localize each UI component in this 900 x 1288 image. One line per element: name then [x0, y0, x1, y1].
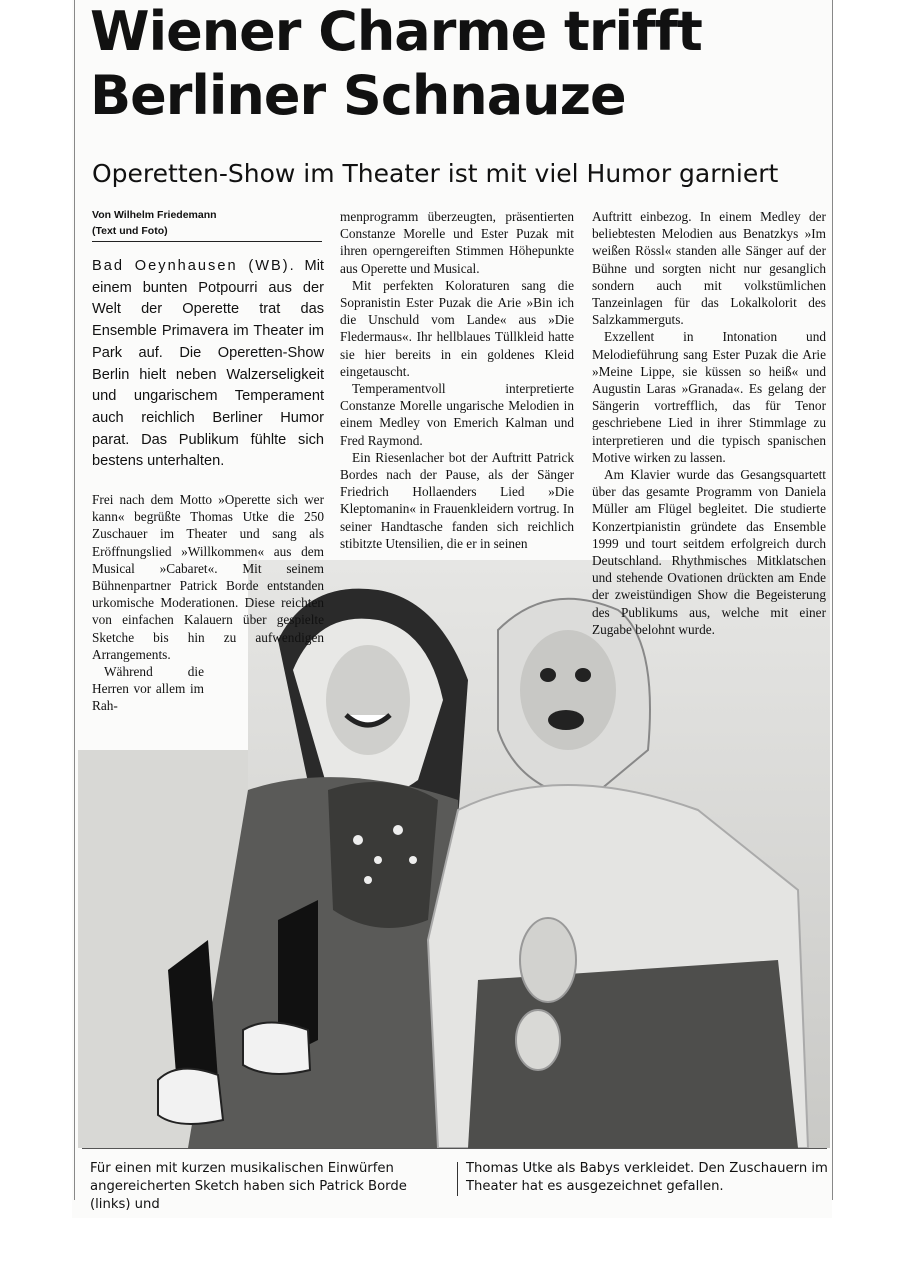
intro-text: Mit einem bunten Potpourri aus der Welt der Operette trat das Ensemble Primavera im Theater im Park auf. Die Operetten-Show Berlin hielt neben Walzerseligkeit und ungarischem Temperament auch reichlich Berliner Humor parat. Das Publikum fühlte sich bestens unterhalten. [92, 258, 324, 470]
column-2-paragraph-1: menprogramm überzeugten, präsentierten Constanze Morelle und Ester Puzak mit ihren operngereiften Stimmen Höhepunkte aus Operette und Musical. [340, 209, 574, 276]
headline-line-1: Wiener Charme trifft [90, 0, 702, 63]
photo-caption-left: Für einen mit kurzen musikalischen Einwürfen angereicherten Sketch haben sich Patrick Borde (links) und [90, 1161, 407, 1212]
intro-paragraph [92, 256, 324, 473]
article-column-3 [592, 208, 826, 638]
byline-author: Von Wilhelm Friedemann [92, 209, 217, 221]
byline-credit: (Text und Foto) [92, 225, 168, 237]
column-2-paragraph-2: Mit perfekten Koloraturen sang die Sopranistin Ester Puzak die Arie »Bin ich die Unschuld vom Lande« aus »Die Fledermaus«. Ihr hellblaues Tüllkleid hatte sie hier bereits in ein goldenes Kleid eingetauscht. [340, 277, 574, 379]
column-1-paragraph-1: Frei nach dem Motto »Operette sich wer kann« begrüßte Thomas Utke die 250 Zuschauer im Theater und sang als Eröffnungslied »Willkommen« aus dem Musical »Cabaret«. Mit seinem Bühnenpartner Patrick Borde entstanden urkomische Moderationen. Diese reichten von einfachen Kalauern über gespielte Sketche bis hin zu aufwendigen Arrangements. [92, 492, 324, 662]
column-1-paragraph-2: Während die Herren vor allem im Rah- [92, 664, 204, 714]
article-column-2 [340, 208, 574, 552]
byline-divider [92, 241, 322, 242]
headline [90, 0, 702, 128]
column-3-paragraph-1: Auftritt einbezog. In einem Medley der beliebtesten Melodien aus Benatzkys »Im weißen Rössl« standen alle Sänger auf der Bühne und sorgten nicht nur gesanglich sondern auch mit volkstümlichen Tanzeinlagen für das Lokalkolorit des Salzkammerguts. [592, 209, 826, 328]
column-3-paragraph-2: Exzellent in Intonation und Melodieführung sang Ester Puzak die Arie »Meine Lippe, sie küssen so heiß« und Augustin Laras »Granada«. Es gelang der Sängerin vortrefflich, das für Tenor geschriebene Lied in ihrer Stimmlage zu interpretieren und die typisch spanischen Motive wirken zu lassen. [592, 329, 826, 465]
dateline: Bad Oeynhausen (WB). [92, 258, 296, 274]
subheadline: Operetten-Show im Theater ist mit viel Humor garniert [92, 159, 779, 188]
page-right-border [832, 0, 833, 1200]
caption-separator [457, 1162, 458, 1196]
caption-divider [82, 1148, 827, 1149]
page-left-border [74, 0, 75, 1200]
column-2-paragraph-4: Ein Riesenlacher bot der Auftritt Patrick Bordes nach der Pause, als der Sänger Friedrich Hollaenders Lied »Die Kleptomanin« in Frauenkleidern vortrug. In seiner Handtasche fanden sich reichlich stibitzte Utensilien, die er in seinen [340, 449, 574, 551]
column-2-paragraph-3: Temperamentvoll interpretierte Constanze Morelle ungarische Melodien in einem Medley von Emerich Kalman und Fred Raymond. [340, 381, 574, 448]
byline [92, 207, 322, 239]
article-column-1 [92, 491, 324, 715]
photo-caption-right: Thomas Utke als Babys verkleidet. Den Zuschauern im Theater hat es ausgezeichnet gefallen. [466, 1161, 828, 1194]
headline-line-2: Berliner Schnauze [90, 64, 626, 127]
column-3-paragraph-3: Am Klavier wurde das Gesangsquartett über das gesamte Programm von Daniela Müller am Flügel begleitet. Die studierte Konzertpianistin gründete das Ensemble 1999 und tourt seitdem erfolgreich durch Deutschland. Rhythmisches Mitklatschen und stehende Ovationen drückten am Ende der zweistündigen Show die Begeisterung des Publikums aus, welche mit einer Zugabe belohnt wurde. [592, 467, 826, 637]
